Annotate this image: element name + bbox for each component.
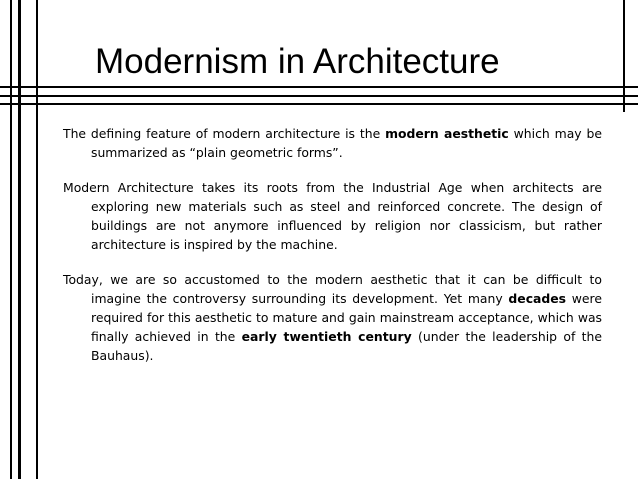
vertical-rule-left-3	[36, 0, 38, 479]
paragraph-text: The defining feature of modern architecture is the	[63, 126, 386, 141]
vertical-rule-left-1	[10, 0, 12, 479]
paragraph-text: (under the leadership of the Bauhaus).	[91, 329, 602, 363]
paragraph-text: which may be summarized as “plain geometric forms”.	[91, 126, 602, 160]
horizontal-rule-top-3	[0, 103, 638, 105]
paragraph-text: Modern Architecture takes its roots from the Industrial Age when architects are exploring new materials such as steel and reinforced concrete. The design of buildings are not anymore influenced by religion nor classicism, but rather architecture is inspired by the machine.	[63, 180, 602, 252]
horizontal-rule-top-1	[0, 86, 638, 88]
horizontal-rule-top-2	[0, 95, 638, 97]
paragraph-industrial-roots	[63, 178, 602, 254]
emphasis-text: decades	[508, 291, 567, 306]
paragraph-text: Today, we are so accustomed to the modern aesthetic that it can be difficult to imagine the controversy surrounding its development. Yet many	[63, 272, 602, 306]
slide-title: Modernism in Architecture	[95, 42, 500, 81]
emphasis-text: early twentieth century	[241, 329, 412, 344]
vertical-rule-left-2	[18, 0, 21, 479]
paragraph-acceptance	[63, 270, 602, 365]
paragraph-modern-aesthetic	[63, 124, 602, 162]
emphasis-text: modern aesthetic	[385, 126, 509, 141]
paragraph-text: were required for this aesthetic to mature and gain mainstream acceptance, which was finally achieved in the	[91, 291, 602, 344]
slide-body	[63, 124, 602, 381]
